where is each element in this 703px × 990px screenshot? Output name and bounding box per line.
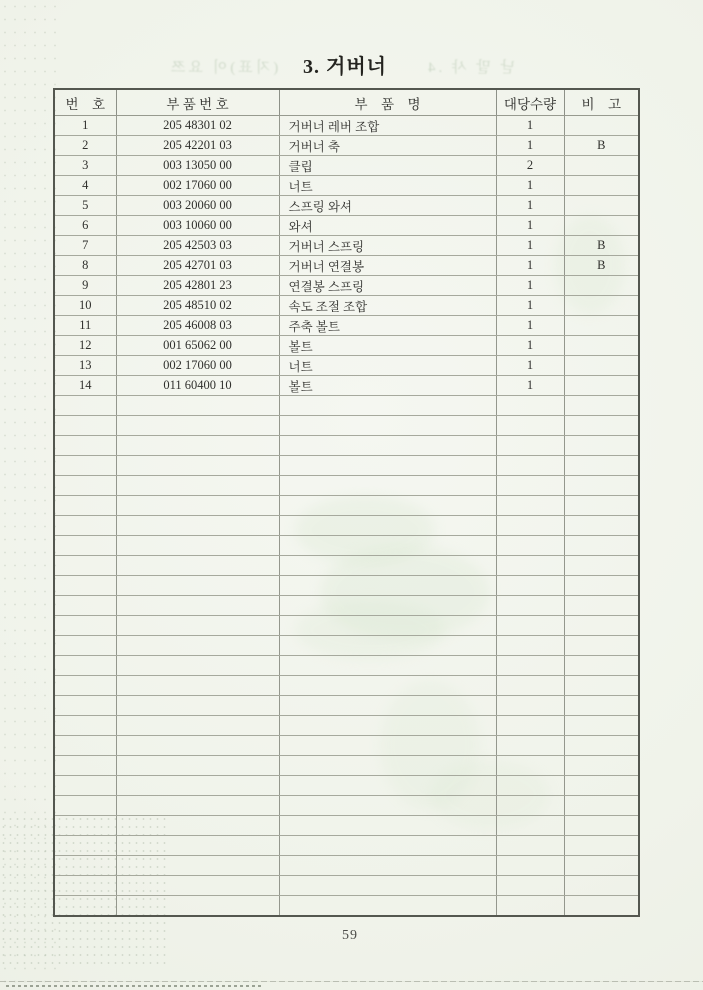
cell-qty — [496, 676, 564, 696]
cell-no — [54, 436, 116, 456]
table-row — [54, 176, 639, 196]
cell-remark — [564, 436, 639, 456]
cell-name — [279, 696, 496, 716]
cell-qty — [496, 856, 564, 876]
table-row-empty — [54, 636, 639, 656]
cell-part_no — [116, 516, 279, 536]
cell-name: 거버너 연결봉 — [279, 256, 496, 276]
cell-no — [54, 816, 116, 836]
cell-no — [54, 676, 116, 696]
cell-qty: 1 — [496, 236, 564, 256]
cell-remark — [564, 856, 639, 876]
table-row-empty — [54, 736, 639, 756]
cell-no — [54, 556, 116, 576]
ghost-text-right: 낟 말 샤 .4 — [425, 60, 515, 76]
cell-no: 4 — [54, 176, 116, 196]
cell-part_no — [116, 576, 279, 596]
cell-part_no: 003 13050 00 — [116, 156, 279, 176]
cell-qty: 1 — [496, 176, 564, 196]
cell-part_no: 205 42503 03 — [116, 236, 279, 256]
cell-name: 와셔 — [279, 216, 496, 236]
cell-name — [279, 676, 496, 696]
cell-remark: B — [564, 236, 639, 256]
cell-qty — [496, 736, 564, 756]
cell-remark — [564, 836, 639, 856]
cell-qty: 1 — [496, 276, 564, 296]
cell-part_no — [116, 416, 279, 436]
table-row — [54, 256, 639, 276]
cell-name: 너트 — [279, 356, 496, 376]
parts-table — [53, 88, 640, 917]
scan-edge-dark-segment — [6, 985, 261, 987]
cell-name: 주축 볼트 — [279, 316, 496, 336]
cell-qty — [496, 636, 564, 656]
cell-qty — [496, 396, 564, 416]
cell-part_no — [116, 456, 279, 476]
cell-qty: 1 — [496, 216, 564, 236]
cell-part_no: 003 10060 00 — [116, 216, 279, 236]
cell-qty: 1 — [496, 336, 564, 356]
cell-part_no: 205 42801 23 — [116, 276, 279, 296]
column-header-qty: 대당수량 — [496, 89, 564, 116]
cell-qty — [496, 716, 564, 736]
cell-remark — [564, 896, 639, 917]
table-row-empty — [54, 896, 639, 917]
cell-name — [279, 656, 496, 676]
table-row-empty — [54, 696, 639, 716]
cell-part_no — [116, 616, 279, 636]
cell-name: 거버너 레버 조합 — [279, 116, 496, 136]
column-header-part-no: 부 품 번 호 — [116, 89, 279, 116]
cell-qty — [496, 836, 564, 856]
cell-no: 7 — [54, 236, 116, 256]
table-row-empty — [54, 516, 639, 536]
cell-remark — [564, 716, 639, 736]
cell-name — [279, 576, 496, 596]
cell-no — [54, 516, 116, 536]
cell-no — [54, 796, 116, 816]
cell-remark — [564, 516, 639, 536]
cell-part_no — [116, 496, 279, 516]
cell-name: 너트 — [279, 176, 496, 196]
cell-no — [54, 536, 116, 556]
cell-name: 볼트 — [279, 336, 496, 356]
table-row-empty — [54, 776, 639, 796]
cell-no: 8 — [54, 256, 116, 276]
cell-qty — [496, 616, 564, 636]
cell-part_no — [116, 396, 279, 416]
cell-remark — [564, 276, 639, 296]
cell-remark — [564, 296, 639, 316]
cell-name — [279, 876, 496, 896]
cell-no: 11 — [54, 316, 116, 336]
cell-no — [54, 476, 116, 496]
table-row — [54, 316, 639, 336]
cell-no — [54, 776, 116, 796]
table-row — [54, 156, 639, 176]
cell-qty: 1 — [496, 356, 564, 376]
cell-no: 12 — [54, 336, 116, 356]
table-row-empty — [54, 576, 639, 596]
cell-qty — [496, 816, 564, 836]
cell-qty — [496, 696, 564, 716]
cell-no: 10 — [54, 296, 116, 316]
cell-qty — [496, 896, 564, 917]
cell-remark — [564, 696, 639, 716]
ghost-text-left: (지표)이 요쯔 — [168, 60, 279, 76]
cell-part_no: 205 42701 03 — [116, 256, 279, 276]
cell-remark — [564, 116, 639, 136]
cell-part_no — [116, 756, 279, 776]
cell-remark — [564, 416, 639, 436]
cell-qty: 1 — [496, 376, 564, 396]
cell-remark — [564, 356, 639, 376]
cell-name — [279, 616, 496, 636]
cell-no — [54, 756, 116, 776]
cell-name — [279, 836, 496, 856]
cell-qty: 1 — [496, 316, 564, 336]
cell-name — [279, 796, 496, 816]
cell-remark — [564, 576, 639, 596]
cell-name — [279, 396, 496, 416]
page-number: 59 — [342, 928, 358, 943]
cell-no: 2 — [54, 136, 116, 156]
cell-part_no — [116, 596, 279, 616]
cell-part_no — [116, 776, 279, 796]
cell-name — [279, 496, 496, 516]
cell-qty — [496, 456, 564, 476]
cell-name — [279, 636, 496, 656]
table-row-empty — [54, 436, 639, 456]
cell-part_no: 003 20060 00 — [116, 196, 279, 216]
cell-no — [54, 836, 116, 856]
cell-remark — [564, 176, 639, 196]
cell-name: 클립 — [279, 156, 496, 176]
cell-name — [279, 556, 496, 576]
cell-remark: B — [564, 136, 639, 156]
cell-name — [279, 456, 496, 476]
cell-no — [54, 396, 116, 416]
cell-part_no — [116, 876, 279, 896]
cell-name — [279, 476, 496, 496]
cell-remark — [564, 396, 639, 416]
cell-remark: B — [564, 256, 639, 276]
cell-part_no — [116, 796, 279, 816]
cell-part_no — [116, 716, 279, 736]
cell-qty — [496, 796, 564, 816]
cell-remark — [564, 596, 639, 616]
table-row-empty — [54, 616, 639, 636]
cell-no — [54, 876, 116, 896]
cell-name — [279, 596, 496, 616]
table-row-empty — [54, 476, 639, 496]
cell-qty: 2 — [496, 156, 564, 176]
cell-no — [54, 416, 116, 436]
cell-name — [279, 816, 496, 836]
page-title: 3. 거버너 — [303, 56, 387, 78]
cell-no: 1 — [54, 116, 116, 136]
table-row — [54, 336, 639, 356]
cell-remark — [564, 616, 639, 636]
cell-remark — [564, 776, 639, 796]
cell-remark — [564, 336, 639, 356]
cell-remark — [564, 636, 639, 656]
cell-name: 볼트 — [279, 376, 496, 396]
cell-part_no — [116, 736, 279, 756]
cell-qty: 1 — [496, 296, 564, 316]
cell-remark — [564, 196, 639, 216]
cell-part_no: 205 48510 02 — [116, 296, 279, 316]
cell-no — [54, 496, 116, 516]
cell-part_no — [116, 676, 279, 696]
cell-name — [279, 736, 496, 756]
cell-name — [279, 436, 496, 456]
cell-no — [54, 656, 116, 676]
table-row-empty — [54, 856, 639, 876]
cell-qty — [496, 476, 564, 496]
cell-part_no — [116, 556, 279, 576]
column-header-no: 번 호 — [54, 89, 116, 116]
column-header-name: 부 품 명 — [279, 89, 496, 116]
cell-remark — [564, 876, 639, 896]
table-row-empty — [54, 756, 639, 776]
cell-no — [54, 736, 116, 756]
cell-part_no: 002 17060 00 — [116, 176, 279, 196]
table-row-empty — [54, 556, 639, 576]
table-row — [54, 296, 639, 316]
cell-qty: 1 — [496, 196, 564, 216]
cell-no — [54, 636, 116, 656]
cell-part_no — [116, 476, 279, 496]
cell-name: 속도 조절 조합 — [279, 296, 496, 316]
cell-no — [54, 596, 116, 616]
cell-name — [279, 776, 496, 796]
cell-part_no — [116, 816, 279, 836]
table-row-empty — [54, 796, 639, 816]
cell-remark — [564, 456, 639, 476]
cell-remark — [564, 796, 639, 816]
cell-name: 거버너 축 — [279, 136, 496, 156]
cell-remark — [564, 496, 639, 516]
table-row — [54, 276, 639, 296]
cell-qty: 1 — [496, 136, 564, 156]
cell-name: 연결봉 스프링 — [279, 276, 496, 296]
cell-remark — [564, 156, 639, 176]
cell-no — [54, 456, 116, 476]
table-row-empty — [54, 536, 639, 556]
cell-name — [279, 756, 496, 776]
table-row — [54, 216, 639, 236]
cell-qty — [496, 776, 564, 796]
cell-qty — [496, 496, 564, 516]
cell-qty — [496, 536, 564, 556]
cell-remark — [564, 676, 639, 696]
cell-no — [54, 696, 116, 716]
cell-part_no: 001 65062 00 — [116, 336, 279, 356]
table-row-empty — [54, 596, 639, 616]
cell-no: 9 — [54, 276, 116, 296]
cell-no: 13 — [54, 356, 116, 376]
cell-remark — [564, 656, 639, 676]
cell-remark — [564, 316, 639, 336]
cell-remark — [564, 556, 639, 576]
table-row-empty — [54, 656, 639, 676]
table-row-empty — [54, 816, 639, 836]
cell-name — [279, 856, 496, 876]
parts-table-body — [54, 116, 639, 917]
cell-remark — [564, 816, 639, 836]
cell-part_no — [116, 536, 279, 556]
table-row — [54, 116, 639, 136]
cell-name — [279, 536, 496, 556]
cell-part_no: 011 60400 10 — [116, 376, 279, 396]
cell-qty — [496, 876, 564, 896]
cell-part_no: 205 46008 03 — [116, 316, 279, 336]
cell-qty — [496, 516, 564, 536]
cell-qty: 1 — [496, 256, 564, 276]
cell-part_no — [116, 696, 279, 716]
table-row-empty — [54, 396, 639, 416]
cell-qty — [496, 596, 564, 616]
cell-part_no — [116, 896, 279, 917]
cell-name: 스프링 와셔 — [279, 196, 496, 216]
cell-part_no — [116, 656, 279, 676]
cell-part_no: 002 17060 00 — [116, 356, 279, 376]
table-row-empty — [54, 836, 639, 856]
cell-no: 6 — [54, 216, 116, 236]
cell-remark — [564, 476, 639, 496]
table-row-empty — [54, 416, 639, 436]
cell-no — [54, 896, 116, 917]
table-row-empty — [54, 676, 639, 696]
table-row — [54, 356, 639, 376]
cell-qty: 1 — [496, 116, 564, 136]
scan-edge-line — [0, 981, 703, 982]
table-row-empty — [54, 496, 639, 516]
table-row-empty — [54, 876, 639, 896]
cell-no — [54, 576, 116, 596]
table-header-row — [54, 89, 639, 116]
cell-name — [279, 416, 496, 436]
cell-no — [54, 716, 116, 736]
scan-noise-left-edge — [0, 0, 58, 990]
cell-remark — [564, 376, 639, 396]
cell-remark — [564, 536, 639, 556]
table-row — [54, 236, 639, 256]
table-row — [54, 196, 639, 216]
cell-qty — [496, 416, 564, 436]
cell-remark — [564, 216, 639, 236]
cell-name — [279, 896, 496, 917]
table-row — [54, 136, 639, 156]
cell-part_no — [116, 636, 279, 656]
cell-qty — [496, 576, 564, 596]
cell-qty — [496, 556, 564, 576]
cell-no — [54, 856, 116, 876]
cell-part_no: 205 48301 02 — [116, 116, 279, 136]
cell-no: 14 — [54, 376, 116, 396]
table-row-empty — [54, 456, 639, 476]
cell-part_no — [116, 856, 279, 876]
cell-qty — [496, 756, 564, 776]
cell-remark — [564, 756, 639, 776]
cell-qty — [496, 436, 564, 456]
column-header-remark: 비 고 — [564, 89, 639, 116]
cell-name — [279, 716, 496, 736]
cell-qty — [496, 656, 564, 676]
cell-no: 3 — [54, 156, 116, 176]
cell-part_no — [116, 836, 279, 856]
table-row — [54, 376, 639, 396]
cell-name: 거버너 스프링 — [279, 236, 496, 256]
cell-no — [54, 616, 116, 636]
cell-no: 5 — [54, 196, 116, 216]
cell-name — [279, 516, 496, 536]
cell-remark — [564, 736, 639, 756]
cell-part_no — [116, 436, 279, 456]
table-row-empty — [54, 716, 639, 736]
cell-part_no: 205 42201 03 — [116, 136, 279, 156]
